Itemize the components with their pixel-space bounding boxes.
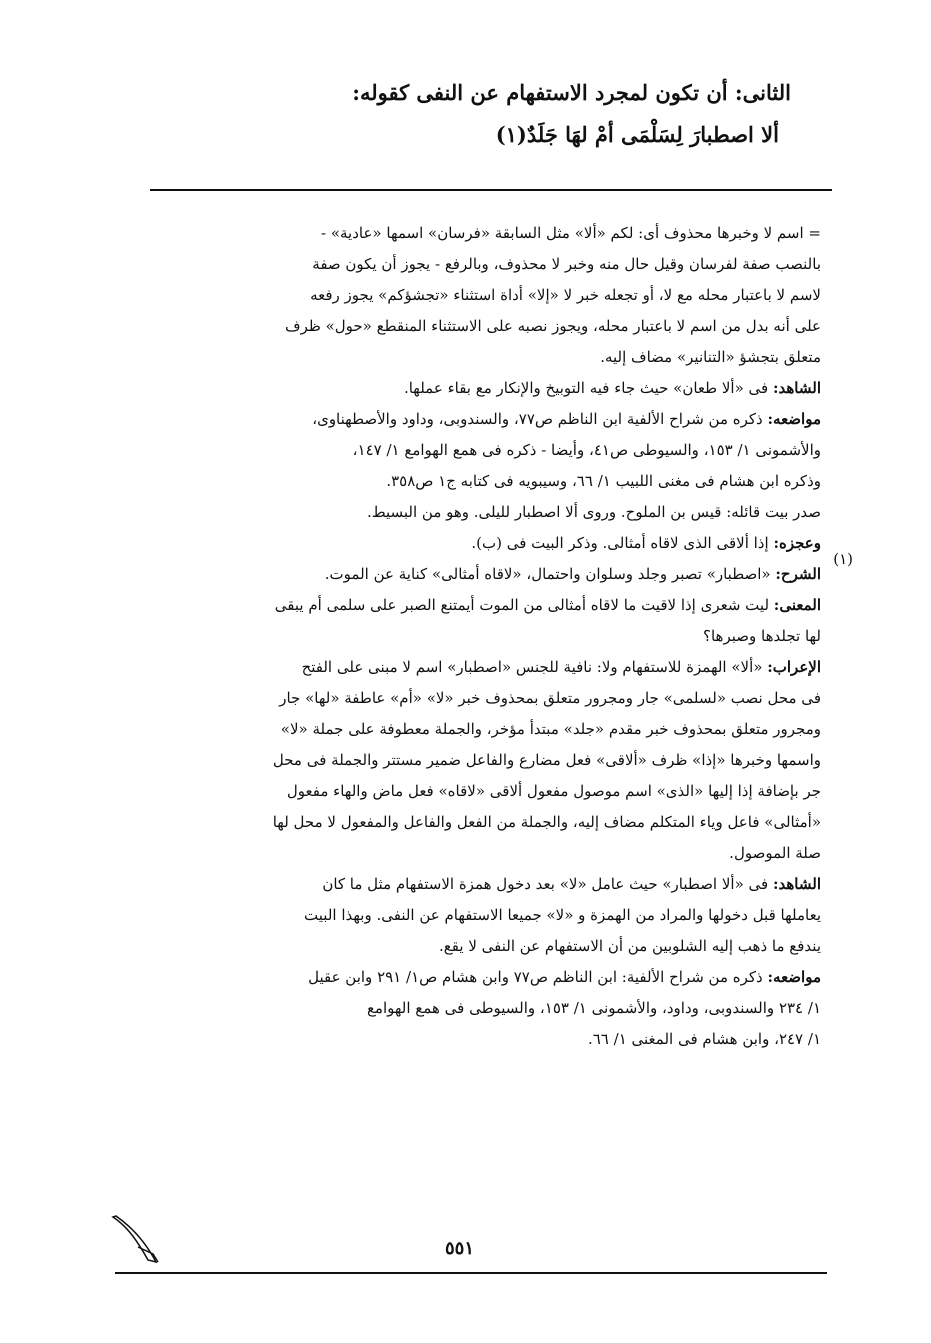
- note-text: فى محل نصب «لسلمى» جار ومجرور متعلق بمحذوف خبر «لا» «أم» عاطفة «لها» جار: [279, 689, 821, 707]
- note-block: [106, 373, 821, 404]
- note-line: [106, 590, 821, 621]
- note-text: «اصطبار» تصبر وجلد وسلوان واحتمال، «لاقاه أمثالى» كناية عن الموت.: [324, 565, 776, 583]
- bottom-divider: [115, 1272, 827, 1274]
- note-label: الشاهد:: [772, 379, 821, 397]
- note-text: وذكره ابن هشام فى مغنى اللبيب ١/ ٦٦، وسيبويه فى كتابه ج١ ص٣٥٨.: [386, 472, 821, 490]
- note-text: على أنه بدل من اسم لا باعتبار محله، ويجوز نصبه على الاستثناء المنقطع «حول» ظرف: [285, 317, 821, 335]
- note-label: الإعراب:: [767, 658, 821, 676]
- note-text: يندفع ما ذهب إليه الشلوبين من أن الاستفهام عن النفى لا يقع.: [439, 937, 821, 955]
- note-text: ليت شعرى إذا لاقيت ما لاقاه أمثالى من الموت أيمتنع الصبر على سلمى أم يبقى: [274, 596, 774, 614]
- note-line: [106, 280, 821, 311]
- top-divider: [150, 189, 832, 191]
- note-line: [106, 838, 821, 869]
- note-line: [106, 931, 821, 962]
- note-line: [106, 900, 821, 931]
- note-line: [106, 962, 821, 993]
- note-line: [106, 776, 821, 807]
- note-label: مواضعه:: [767, 410, 821, 428]
- note-line: [106, 869, 821, 900]
- note-text: لها تجلدها وصبرها؟: [703, 627, 821, 645]
- footnotes: [106, 218, 821, 1055]
- note-line: [106, 621, 821, 652]
- note-text: «أمثالى» فاعل وياء المتكلم مضاف إليه، والجملة من الفعل والفاعل والمفعول لا محل لها: [272, 813, 821, 831]
- note-text: = اسم لا وخبرها محذوف أى: لكم «ألا» مثل السابقة «فرسان» اسمها «عادية» -: [321, 224, 821, 242]
- note-line: [106, 404, 821, 435]
- note-label: المعنى:: [773, 596, 821, 614]
- note-text: ١/ ٢٤٧، وابن هشام فى المغنى ١/ ٦٦.: [587, 1030, 821, 1048]
- note-line: [106, 249, 821, 280]
- note-text: والأشمونى ١/ ١٥٣، والسيوطى ص٤١، وأيضا - ذكره فى همع الهوامع ١/ ١٤٧،: [352, 441, 821, 459]
- note-label: وعجزه:: [773, 534, 821, 552]
- note-block: [106, 404, 821, 497]
- note-line: [106, 435, 821, 466]
- note-text: فى «ألا اصطبار» حيث عامل «لا» بعد دخول همزة الاستفهام مثل ما كان: [322, 875, 773, 893]
- note-text: واسمها وخبرها «إذا» ظرف «ألاقى» فعل مضارع والفاعل ضمير مستتر والجملة فى محل: [272, 751, 821, 769]
- note-text: «ألا» الهمزة للاستفهام ولا: نافية للجنس «اصطبار» اسم لا مبنى على الفتح: [301, 658, 768, 676]
- note-line: [106, 342, 821, 373]
- page-number: ٥٥١: [445, 1238, 475, 1259]
- note-block: [106, 869, 821, 962]
- note-text: فى «ألا طعان» حيث جاء فيه التوبيخ والإنكار مع بقاء عملها.: [403, 379, 773, 397]
- note-text: يعاملها قبل دخولها والمراد من الهمزة و «لا» جميعا الاستفهام عن النفى. وبهذا البيت: [304, 906, 821, 924]
- note-line: [106, 807, 821, 838]
- note-line: [106, 218, 821, 249]
- note-line: [106, 683, 821, 714]
- note-line: [106, 1024, 821, 1055]
- note-text: لاسم لا باعتبار محله مع لا، أو تجعله خبر لا «إلا» أداة استثناء «تجشؤكم» يجوز رفعه: [310, 286, 821, 304]
- note-line: [106, 497, 821, 528]
- note-line: [106, 373, 821, 404]
- note-line: [106, 745, 821, 776]
- quill-icon: [108, 1212, 168, 1267]
- note-line: [106, 559, 821, 590]
- note-text: صلة الموصول.: [729, 844, 821, 862]
- main-text: [111, 72, 791, 156]
- note-line: [106, 466, 821, 497]
- note-text: ذكره من شراح الألفية: ابن الناظم ص٧٧ وابن هشام ص١/ ٢٩١ وابن عقيل: [308, 968, 768, 986]
- note-line: [106, 311, 821, 342]
- note-text: ومجرور متعلق بمحذوف خبر مقدم «جلد» مبتدأ مؤخر، والجملة معطوفة على جملة «لا»: [280, 720, 821, 738]
- note-text: إذا ألاقى الذى لاقاه أمثالى. وذكر البيت فى (ب).: [471, 534, 774, 552]
- note-label: الشاهد:: [772, 875, 821, 893]
- note-line: [106, 652, 821, 683]
- note-line: [106, 993, 821, 1024]
- note-block: [106, 559, 821, 590]
- note-label: الشرح:: [775, 565, 821, 583]
- note-text: جر بإضافة إذا إليها «الذى» اسم موصول مفعول ألاقى «لاقاه» فعل ماض والهاء مفعول: [286, 782, 821, 800]
- note-text: ١/ ٢٣٤ والسندوبى، وداود، والأشمونى ١/ ١٥٣، والسيوطى فى همع الهوامع: [366, 999, 821, 1017]
- note-line: [106, 528, 821, 559]
- note-text: متعلق بتجشؤ «التنانير» مضاف إليه.: [600, 348, 821, 366]
- note-text: صدر بيت قائله: قيس بن الملوح. وروى ألا اصطبار لليلى. وهو من البسيط.: [366, 503, 821, 521]
- main-line-1: الثانى: أن تكون لمجرد الاستفهام عن النفى كقوله:: [352, 80, 791, 105]
- note-block: [106, 590, 821, 652]
- footnote-marker: (١): [833, 550, 853, 568]
- verse-line: ألا اصطبارَ لِسَلْمَى أمْ لهَا جَلَدٌ(١): [495, 122, 779, 147]
- note-block: [106, 652, 821, 869]
- note-label: مواضعه:: [767, 968, 821, 986]
- note-block: [106, 497, 821, 528]
- note-text: ذكره من شراح الألفية ابن الناظم ص٧٧، والسندوبى، وداود والأصطهناوى،: [312, 410, 768, 428]
- note-text: بالنصب صفة لفرسان وقيل حال منه وخبر لا محذوف، وبالرفع - يجوز أن يكون صفة: [312, 255, 821, 273]
- note-block: [106, 218, 821, 373]
- note-line: [106, 714, 821, 745]
- note-block: [106, 962, 821, 1055]
- note-block: [106, 528, 821, 559]
